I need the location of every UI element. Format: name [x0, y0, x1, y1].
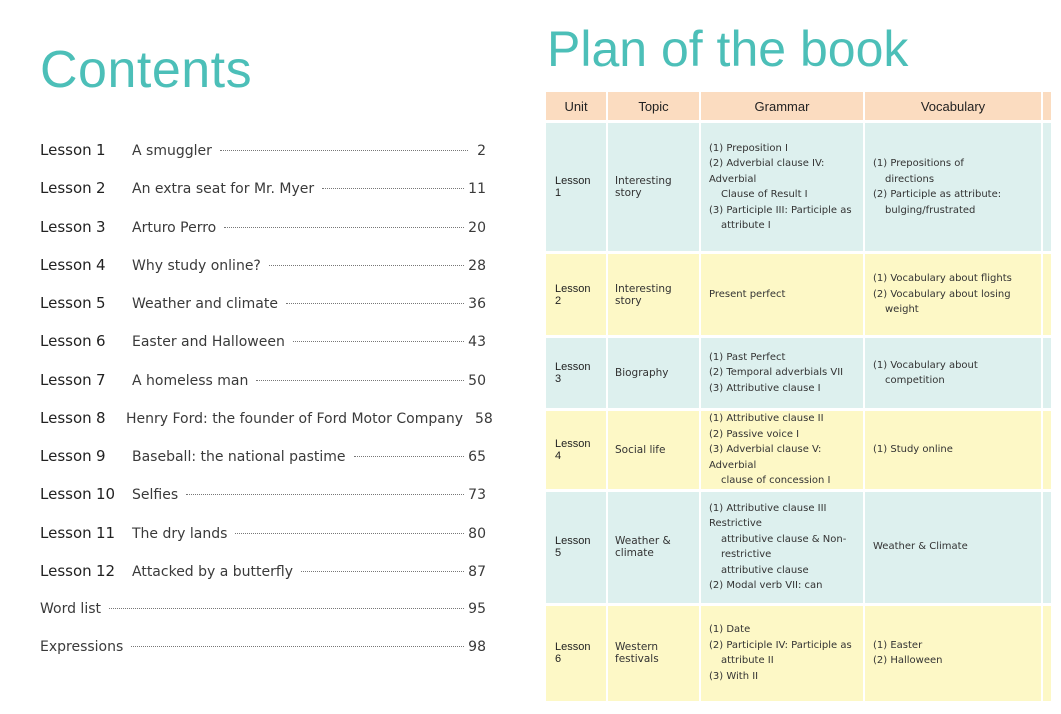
toc-title: Henry Ford: the founder of Ford Motor Company	[126, 410, 463, 427]
topic-cell: Interesting story	[608, 254, 701, 338]
unit-cell: Lesson 5	[546, 492, 608, 606]
vocabulary-cell	[865, 338, 1043, 411]
overflow-cell	[1043, 338, 1053, 411]
leader-dots	[224, 227, 464, 228]
grammar-cell	[701, 411, 865, 492]
toc-entry[interactable]	[40, 169, 486, 207]
vocabulary-cell	[865, 606, 1043, 704]
header-grammar: Grammar	[701, 92, 865, 123]
toc-entry[interactable]	[40, 590, 486, 628]
toc-lesson-label: Lesson 1	[40, 141, 106, 159]
leader-dots	[293, 341, 464, 342]
toc-lesson-label: Lesson 11	[40, 523, 116, 542]
toc-lesson-label: Lesson 12	[40, 561, 116, 580]
toc-entry[interactable]	[40, 475, 486, 513]
grammar-line: attributive clause	[721, 564, 809, 576]
overflow-cell	[1043, 411, 1053, 492]
topic-cell: Social life	[608, 411, 701, 492]
table-of-contents	[40, 131, 493, 667]
leader-dots	[256, 380, 464, 381]
vocabulary-line: (2) Vocabulary about losing	[873, 288, 1011, 300]
toc-title: Why study online?	[132, 257, 261, 274]
toc-title: Attacked by a butterfly	[132, 563, 294, 580]
toc-title: Weather and climate	[132, 296, 278, 312]
grammar-line: (1) Attributive clause III Restrictive	[709, 502, 827, 529]
overflow-cell	[1043, 123, 1053, 254]
vocabulary-cell	[865, 254, 1043, 338]
toc-title: The dry lands	[132, 525, 228, 542]
toc-page: 95	[468, 601, 486, 617]
leader-dots	[286, 303, 464, 304]
vocabulary-line: (1) Easter	[873, 639, 923, 651]
toc-lesson-label: Lesson 9	[40, 447, 106, 465]
vocabulary-line: (1) Prepositions of	[873, 158, 964, 169]
toc-lesson-label: Lesson 4	[40, 255, 106, 274]
topic-cell: Interesting story	[608, 123, 701, 254]
unit-cell: Lesson 3	[546, 338, 608, 411]
toc-title: Word list	[40, 601, 101, 617]
table-row	[546, 338, 1053, 411]
grammar-line: (2) Modal verb VII: can	[709, 580, 823, 591]
grammar-line: clause of concession I	[721, 475, 831, 486]
table-row	[546, 254, 1053, 338]
toc-entry[interactable]	[40, 208, 486, 246]
header-topic: Topic	[608, 92, 701, 123]
topic-cell: Weather & climate	[608, 492, 701, 606]
topic-cell: Western festivals	[608, 606, 701, 704]
table-row	[546, 123, 1053, 254]
toc-entry[interactable]	[40, 437, 486, 475]
toc-lesson-label: Lesson 5	[40, 294, 106, 312]
leader-dots	[269, 265, 464, 266]
toc-entry[interactable]	[40, 514, 486, 552]
table-row	[546, 606, 1053, 704]
toc-lesson-label: Lesson 2	[40, 179, 106, 198]
toc-title: Expressions	[40, 639, 124, 656]
toc-page: 2	[477, 143, 486, 159]
table-row	[546, 492, 1053, 606]
toc-page: 20	[468, 219, 486, 236]
toc-page: 87	[468, 563, 486, 580]
unit-cell: Lesson 2	[546, 254, 608, 338]
overflow-cell	[1043, 254, 1053, 338]
toc-page: 65	[468, 449, 486, 465]
vocabulary-cell	[865, 123, 1043, 254]
vocabulary-line: (1) Vocabulary about	[873, 359, 978, 371]
leader-dots	[301, 571, 464, 572]
vocabulary-line: weight	[885, 304, 919, 316]
plan-table	[546, 92, 1053, 704]
grammar-line: attribute II	[721, 655, 774, 666]
leader-dots	[220, 150, 468, 151]
grammar-cell	[701, 123, 865, 254]
grammar-cell	[701, 254, 865, 338]
grammar-cell	[701, 606, 865, 704]
header-unit: Unit	[546, 92, 608, 123]
toc-page: 50	[468, 372, 486, 389]
vocabulary-line: directions	[885, 173, 935, 185]
grammar-line: attributive clause & Non-restrictive	[721, 533, 847, 560]
toc-entry[interactable]	[40, 399, 493, 437]
toc-lesson-label: Lesson 7	[40, 370, 106, 389]
vocabulary-line: bulging/frustrated	[885, 204, 976, 216]
toc-title: Baseball: the national pastime	[132, 449, 346, 465]
toc-entry[interactable]	[40, 322, 486, 360]
grammar-line: Present perfect	[709, 288, 786, 300]
grammar-line: attribute I	[721, 220, 771, 231]
toc-lesson-label: Lesson 10	[40, 485, 116, 504]
grammar-line: Clause of Result I	[721, 189, 808, 200]
grammar-line: (2) Adverbial clause IV: Adverbial	[709, 158, 825, 185]
vocabulary-cell	[865, 411, 1043, 492]
grammar-line: (3) With II	[709, 670, 759, 682]
toc-title: Selfies	[132, 487, 179, 504]
overflow-cell	[1043, 606, 1053, 704]
vocabulary-line: (2) Participle as attribute:	[873, 189, 1002, 200]
toc-entry[interactable]	[40, 284, 486, 322]
toc-entry[interactable]	[40, 361, 486, 399]
overflow-cell	[1043, 492, 1053, 606]
topic-cell: Biography	[608, 338, 701, 411]
toc-page: 98	[468, 639, 486, 656]
toc-page: 28	[468, 257, 486, 274]
toc-page: 58	[474, 410, 493, 427]
toc-page: 11	[468, 181, 486, 198]
leader-dots	[131, 646, 464, 647]
vocabulary-cell	[865, 492, 1043, 606]
plan-title: Plan of the book	[547, 21, 909, 77]
toc-title: An extra seat for Mr. Myer	[132, 181, 315, 198]
toc-title: A homeless man	[132, 372, 249, 389]
grammar-line: (1) Past Perfect	[709, 351, 786, 363]
toc-title: A smuggler	[132, 143, 212, 159]
unit-cell: Lesson 6	[546, 606, 608, 704]
toc-entry[interactable]	[40, 246, 486, 284]
vocabulary-line: (1) Study online	[873, 444, 953, 455]
grammar-line: (2) Passive voice I	[709, 428, 800, 440]
toc-page: 36	[468, 296, 486, 312]
vocabulary-line: (1) Vocabulary about flights	[873, 273, 1012, 285]
leader-dots	[109, 608, 464, 609]
grammar-line: (2) Temporal adverbials VII	[709, 367, 844, 379]
unit-cell: Lesson 1	[546, 123, 608, 254]
leader-dots	[354, 456, 465, 457]
grammar-line: (1) Preposition I	[709, 142, 788, 154]
toc-entry[interactable]	[40, 628, 486, 666]
toc-entry[interactable]	[40, 552, 486, 590]
unit-cell: Lesson 4	[546, 411, 608, 492]
toc-page: 73	[468, 487, 486, 504]
toc-entry[interactable]	[40, 131, 486, 169]
grammar-cell	[701, 338, 865, 411]
leader-dots	[186, 494, 464, 495]
grammar-line: (3) Adverbial clause V: Adverbial	[709, 444, 822, 471]
grammar-line: (1) Attributive clause II	[709, 413, 824, 424]
grammar-line: (3) Attributive clause I	[709, 382, 821, 394]
toc-title: Easter and Halloween	[132, 334, 285, 351]
toc-page: 43	[468, 334, 486, 351]
toc-page: 80	[468, 525, 486, 542]
header-vocabulary: Vocabulary	[865, 92, 1043, 123]
grammar-line: (3) Participle III: Participle as	[709, 204, 852, 216]
toc-lesson-label: Lesson 8	[40, 408, 106, 427]
leader-dots	[235, 533, 464, 534]
table-header-row	[546, 92, 1053, 123]
leader-dots	[322, 188, 464, 189]
grammar-line: (2) Participle IV: Participle as	[709, 639, 852, 651]
toc-title: Arturo Perro	[132, 219, 217, 236]
grammar-cell	[701, 492, 865, 606]
table-row	[546, 411, 1053, 492]
contents-title: Contents	[40, 41, 253, 99]
header-overflow	[1043, 92, 1053, 123]
vocabulary-line: (2) Halloween	[873, 655, 943, 666]
grammar-line: (1) Date	[709, 624, 751, 635]
toc-lesson-label: Lesson 6	[40, 332, 106, 351]
vocabulary-line: competition	[885, 375, 945, 386]
toc-lesson-label: Lesson 3	[40, 217, 106, 236]
vocabulary-line: Weather & Climate	[873, 541, 968, 553]
